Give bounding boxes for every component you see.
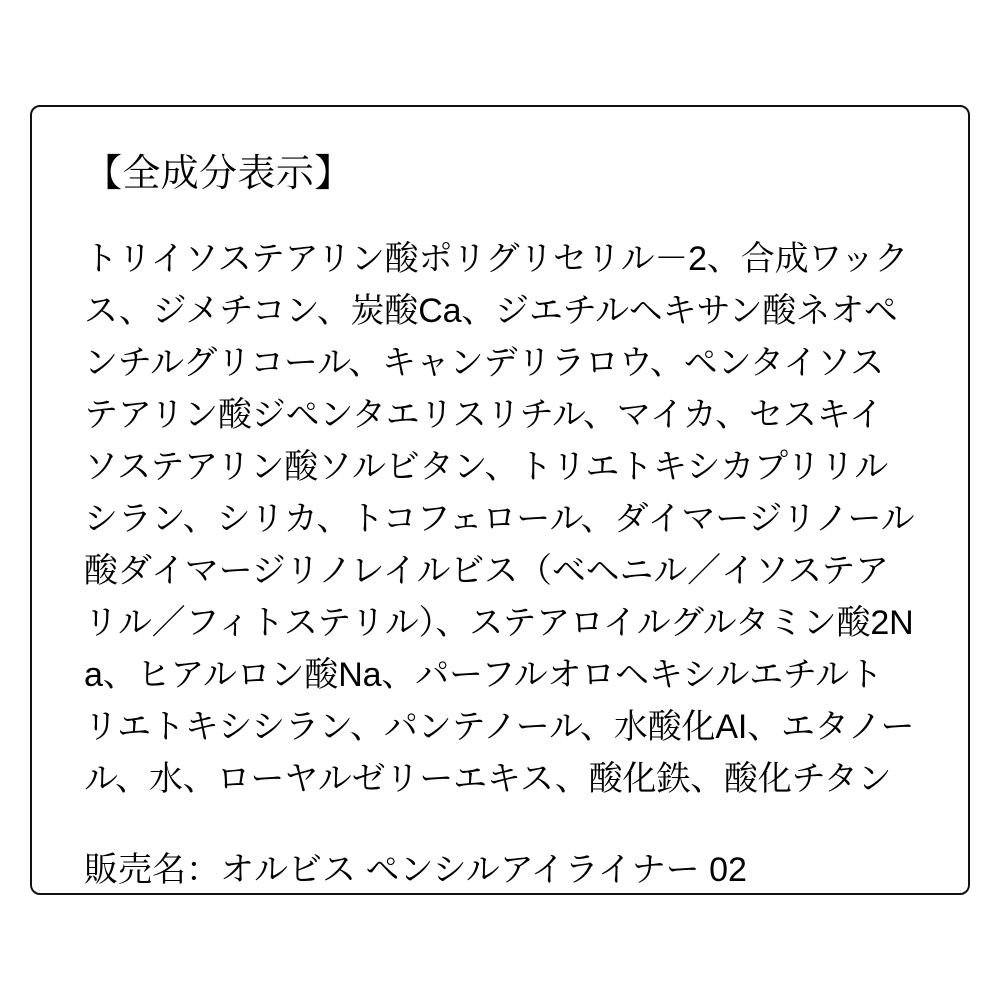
product-name-label: 販売名：オルビス ペンシルアイライナー 02 <box>84 850 747 889</box>
ingredients-panel <box>30 105 970 895</box>
page-title: 【全成分表示】 <box>84 153 353 195</box>
ingredients-list-text: トリイソステアリン酸ポリグリセリル－2、合成ワックス、ジメチコン、炭酸Ca、ジエチルヘキサン酸ネオペンチルグリコール、キャンデリラロウ、ペンタイソステアリン酸ジペンタエリスリチル、マイカ、セスキイソステアリン酸ソルビタン、トリエトキシカプリリルシラン、シリカ、トコフェロール、ダイマージリノール酸ダイマージリノレイルビス（ベヘニル／イソステアリル／フィトステリル）、ステアロイルグルタミン酸2Na、ヒアルロン酸Na、パーフルオロヘキシルエチルトリエトキシシラン、パンテノール、水酸化AI、エタノール、水、ローヤルゼリーエキス、酸化鉄、酸化チタン <box>84 239 915 798</box>
